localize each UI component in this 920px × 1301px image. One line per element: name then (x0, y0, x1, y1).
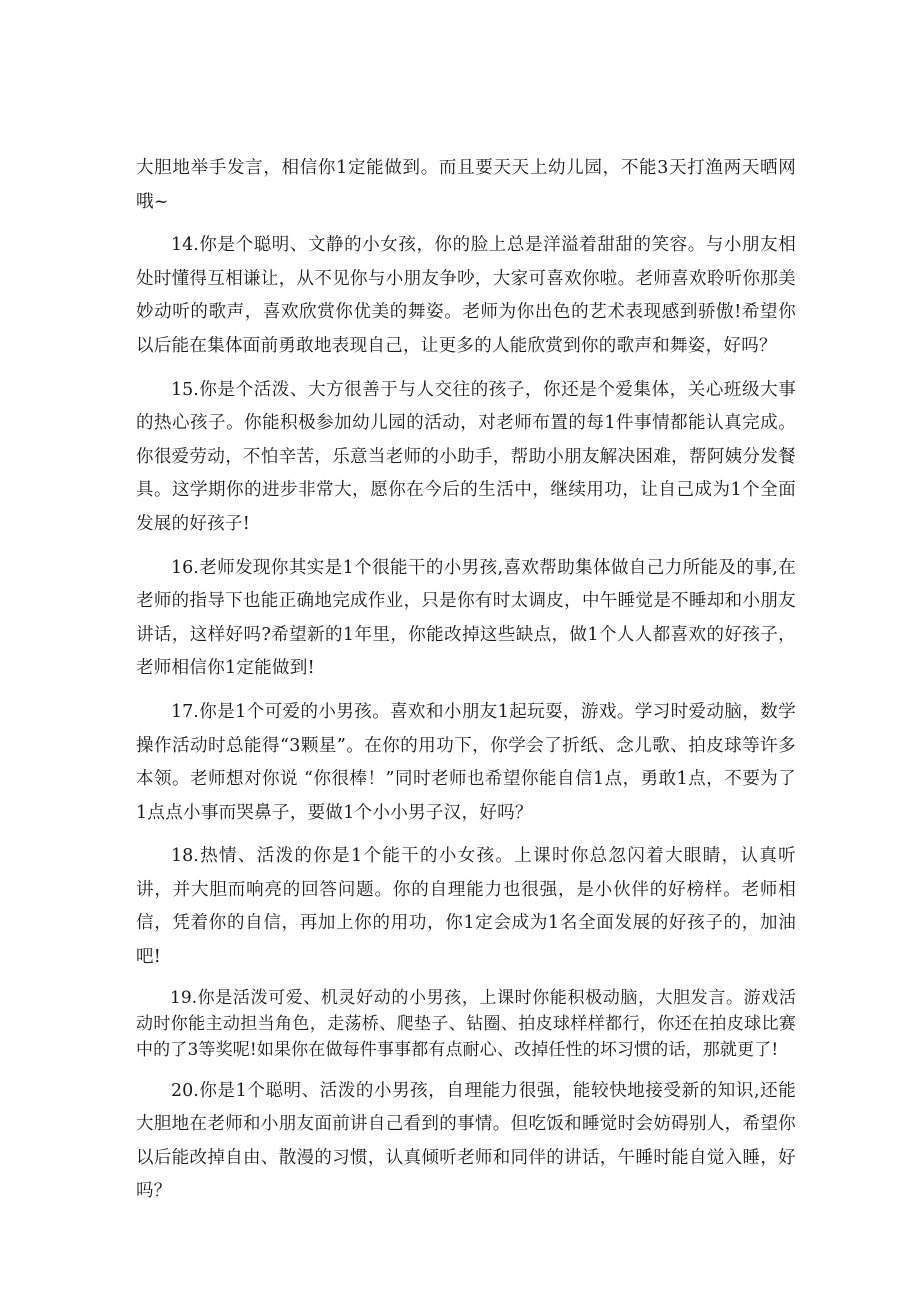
paragraph-text: .你是活泼可爱、机灵好动的小男孩，上课时你能积极动脑，大胆发言。游戏活动时你能主动担当角色，走荡桥、爬垫子、钻圈、拍皮球样样都行，你还在拍皮球比赛中的了3等奖呢!如果你在做每件事事都有点耐心、改掉任性的坏习惯的话，那就更了! (136, 987, 796, 1060)
paragraph-number: 20 (171, 1080, 194, 1101)
paragraph-20 (136, 1075, 796, 1209)
paragraph-text: .老师发现你其实是1个很能干的小男孩,喜欢帮助集体做自己力所能及的事,在老师的指导下也能正确地完成作业，只是你有时太调皮，中午睡觉是不睡却和小朋友讲话，这样好吗?希望新的1年里，你能改掉这些缺点，做1个人人都喜欢的好孩子，老师相信你1定能做到! (136, 557, 796, 679)
paragraph-17 (136, 696, 796, 830)
paragraph-number: 17 (171, 701, 194, 722)
paragraph-number: 14 (171, 235, 194, 256)
paragraph-continued (136, 152, 796, 219)
paragraph-number: 18 (171, 846, 194, 867)
paragraph-number: 16 (171, 557, 194, 578)
paragraph-text: 大胆地举手发言，相信你1定能做到。而且要天天上幼儿园，不能3天打渔两天晒网哦~ (136, 158, 796, 212)
paragraph-text: .你是个活泼、大方很善于与人交往的孩子，你还是个爱集体，关心班级大事的热心孩子。你能积极参加幼儿园的活动，对老师布置的每1件事情都能认真完成。你很爱劳动，不怕辛苦，乐意当老师的小助手，帮助小朋友解决困难，帮阿姨分发餐具。这学期你的进步非常大，愿你在今后的生活中，继续用功，让自己成为1个全面发展的好孩子! (136, 379, 796, 534)
paragraph-15 (136, 374, 796, 542)
paragraph-14 (136, 229, 796, 363)
paragraph-19 (136, 985, 796, 1063)
paragraph-text: .你是1个聪明、活泼的小男孩，自理能力很强，能较快地接受新的知识,还能大胆地在老师和小朋友面前讲自己看到的事情。但吃饭和睡觉时会妨碍别人，希望你以后能改掉自由、散漫的习惯，认真倾听老师和同伴的讲话，午睡时能自觉入睡，好吗？ (136, 1080, 796, 1202)
paragraph-18 (136, 840, 796, 974)
paragraph-text: .热情、活泼的你是1个能干的小女孩。上课时你总忽闪着大眼睛，认真听讲，并大胆而响亮的回答问题。你的自理能力也很强，是小伙伴的好榜样。老师相信，凭着你的自信，再加上你的用功，你1定会成为1名全面发展的好孩子的，加油吧! (136, 846, 796, 968)
paragraph-text: .你是个聪明、文静的小女孩，你的脸上总是洋溢着甜甜的笑容。与小朋友相处时懂得互相谦让，从不见你与小朋友争吵，大家可喜欢你啦。老师喜欢聆听你那美妙动听的歌声，喜欢欣赏你优美的舞姿。老师为你出色的艺术表现感到骄傲!希望你以后能在集体面前勇敢地表现自己，让更多的人能欣赏到你的歌声和舞姿，好吗？ (136, 235, 796, 356)
paragraph-text: .你是1个可爱的小男孩。喜欢和小朋友1起玩耍，游戏。学习时爱动脑，数学操作活动时总能得“3颗星”。在你的用功下，你学会了折纸、念儿歌、拍皮球等许多本领。老师想对你说 “你很棒！”同时老师也希望你能自信1点，勇敢1点，不要为了1点点小事而哭鼻子，要做1个小小男子汉，好吗？ (136, 701, 796, 823)
document-body (136, 152, 796, 1219)
paragraph-number: 19 (170, 987, 192, 1008)
paragraph-16 (136, 552, 796, 686)
paragraph-number: 15 (171, 379, 194, 400)
